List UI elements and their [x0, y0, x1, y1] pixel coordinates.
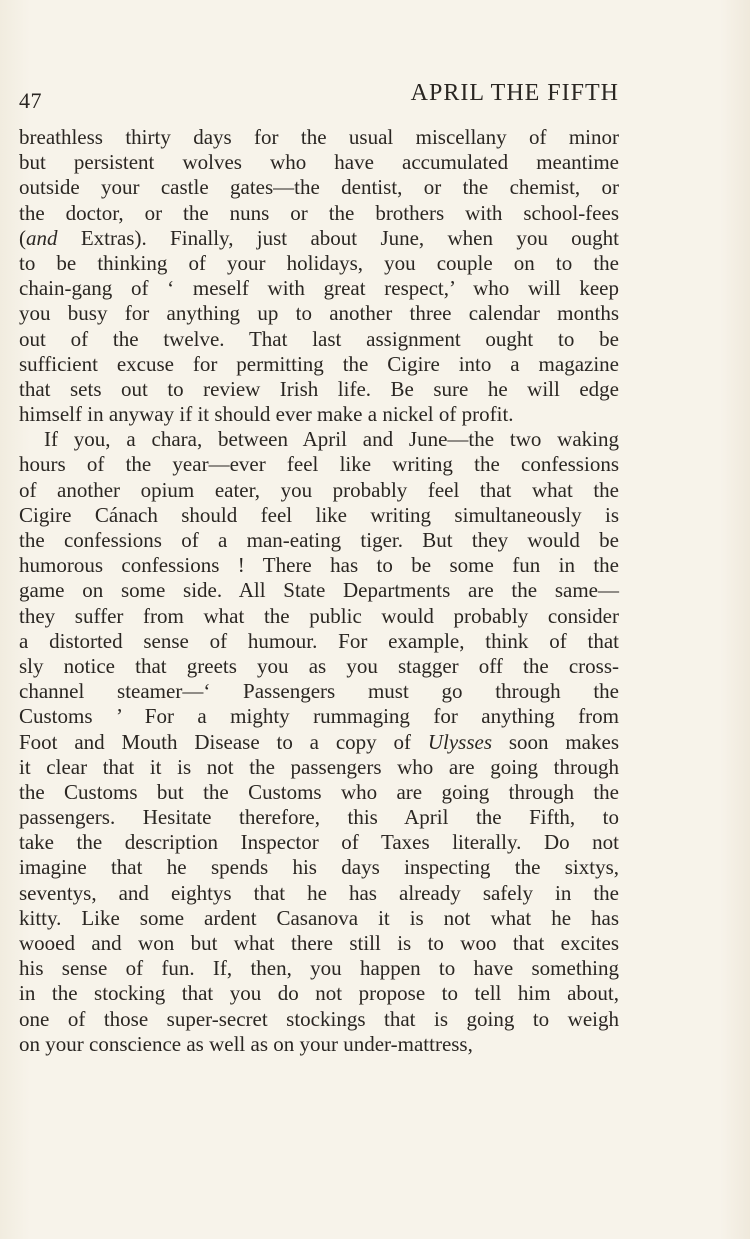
text-fragment: Extras). Finally, just about June, when you ought	[57, 225, 619, 250]
text-line: humorous confessions ! There has to be some fun in the	[19, 553, 619, 578]
text-line: hours of the year—ever feel like writing the confessions	[19, 452, 619, 477]
text-line: a distorted sense of humour. For example, think of that	[19, 628, 619, 653]
text-line: If you, a chara, between April and June—the two waking	[44, 427, 619, 452]
page-header	[19, 80, 619, 113]
body-text	[19, 125, 619, 1057]
text-line: seventys, and eightys that he has already safely in the	[19, 880, 619, 905]
text-line: channel steamer—‘ Passengers must go through the	[19, 679, 619, 704]
text-fragment: (	[19, 225, 26, 250]
text-line: to be thinking of your holidays, you couple on to the	[19, 250, 619, 275]
text-line: Customs ’ For a mighty rummaging for anything from	[19, 704, 619, 729]
text-line	[19, 730, 619, 755]
text-line: breathless thirty days for the usual miscellany of minor	[19, 125, 619, 149]
italic-text: and	[26, 225, 58, 250]
italic-text: Ulysses	[427, 729, 492, 754]
text-line: passengers. Hesitate therefore, this April the Fifth, to	[19, 805, 619, 830]
text-line: they suffer from what the public would probably consider	[19, 603, 619, 628]
running-head: APRIL THE FIFTH	[410, 80, 619, 106]
text-line: but persistent wolves who have accumulated meantime	[19, 150, 619, 175]
text-line: that sets out to review Irish life. Be sure he will edge	[19, 376, 619, 401]
text-line: chain-gang of ‘ meself with great respect,’ who will keep	[19, 276, 619, 301]
text-line: of another opium eater, you probably feel that what the	[19, 477, 619, 502]
text-line: the Customs but the Customs who are going through the	[19, 779, 619, 804]
text-line: it clear that it is not the passengers who are going through	[19, 754, 619, 779]
text-line	[19, 226, 619, 251]
text-line: sufficient excuse for permitting the Cigire into a magazine	[19, 351, 619, 376]
text-line: on your conscience as well as on your under-mattress,	[19, 1031, 473, 1056]
text-line: you busy for anything up to another three calendar months	[19, 301, 619, 326]
text-fragment: soon makes	[492, 729, 619, 754]
text-line: game on some side. All State Departments are the same—	[19, 578, 619, 603]
text-line: wooed and won but what there still is to woo that excites	[19, 931, 619, 955]
text-line: imagine that he spends his days inspecting the sixtys,	[19, 855, 619, 880]
text-line: his sense of fun. If, then, you happen to have something	[19, 956, 619, 981]
text-line: himself in anyway if it should ever make a nickel of profit.	[19, 402, 514, 427]
text-line: in the stocking that you do not propose to tell him about,	[19, 981, 619, 1006]
text-line: one of those super-secret stockings that is going to weigh	[19, 1006, 619, 1031]
text-line: the doctor, or the nuns or the brothers with school-fees	[19, 200, 619, 225]
text-line: Cigire Cánach should feel like writing simultaneously is	[19, 502, 619, 527]
text-line: the confessions of a man-eating tiger. But they would be	[19, 528, 619, 552]
text-fragment: Foot and Mouth Disease to a copy of	[19, 729, 428, 754]
page-number: 47	[19, 88, 42, 113]
text-line: out of the twelve. That last assignment ought to be	[19, 326, 619, 351]
text-line: kitty. Like some ardent Casanova it is not what he has	[19, 905, 619, 930]
text-line: outside your castle gates—the dentist, or the chemist, or	[19, 175, 619, 200]
text-line: sly notice that greets you as you stagger off the cross-	[19, 653, 619, 678]
text-line: take the description Inspector of Taxes literally. Do not	[19, 830, 619, 855]
